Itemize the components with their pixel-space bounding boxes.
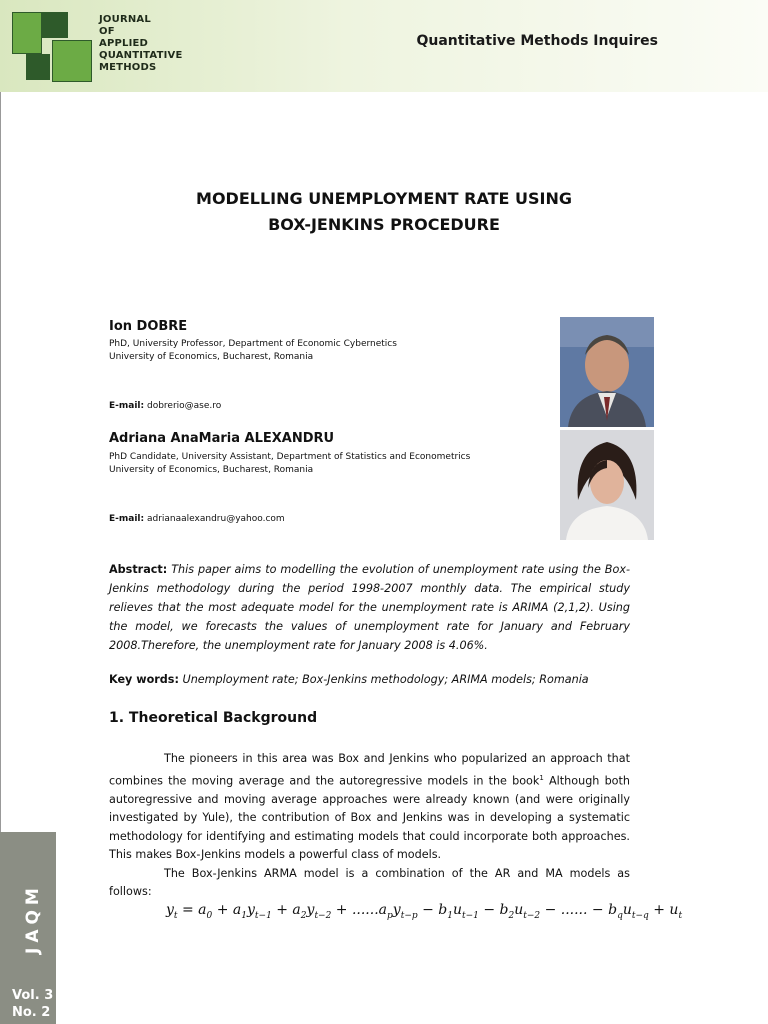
author-email-1: E-mail: dobrerio@ase.ro	[109, 401, 222, 411]
paragraph-2: The Box-Jenkins ARMA model is a combination of the AR and MA models as follows:	[109, 866, 630, 899]
svg-text:JAQM: JAQM	[23, 883, 43, 954]
paper-title: MODELLING UNEMPLOYMENT RATE USING BOX-JENKINS PROCEDURE	[196, 189, 572, 234]
author-email-2: E-mail: adrianaalexandru@yahoo.com	[109, 514, 285, 524]
author-photo-1	[560, 317, 654, 427]
journal-name: JOURNAL OF APPLIED QUANTITATIVE METHODS	[99, 14, 183, 73]
abstract-text: This paper aims to modelling the evolution of unemployment rate using the Box-Jenkins methodology during the period 1998-2007 monthly data. The empirical study relieves that the most adequate model for the unemployment rate is ARIMA (2,1,2). Using the model, we forecasts the values of unemployment rate for January and February 2008.Therefore, the unemployment rate for January 2008 is 4.06%.	[109, 563, 630, 652]
jaqm-vertical-label	[8, 868, 52, 958]
author-name-1: Ion DOBRE	[109, 319, 188, 334]
keywords-text: Unemployment rate; Box-Jenkins methodology; ARIMA models; Romania	[182, 673, 589, 686]
keywords-label: Key words:	[109, 673, 179, 686]
author-photo-2	[560, 430, 654, 540]
body-text	[109, 750, 630, 902]
email-link-2[interactable]: adrianaalexandru@yahoo.com	[146, 514, 285, 524]
volume-number: Vol. 3 No. 2	[12, 988, 54, 1020]
author-name-2: Adriana AnaMaria ALEXANDRU	[109, 431, 335, 446]
author-affiliation-1: PhD, University Professor, Department of Economic Cybernetics University of Economics, Bucharest, Romania	[109, 339, 397, 362]
journal-header	[0, 0, 768, 92]
journal-logo	[12, 12, 92, 80]
footnote-marker[interactable]: 1	[539, 773, 544, 782]
abstract	[109, 560, 630, 655]
author-affiliation-2: PhD Candidate, University Assistant, Department of Statistics and Econometrics University of Economics, Bucharest, Romania	[109, 452, 471, 475]
paragraph-1: The pioneers in this area was Box and Jenkins who popularized an approach that combines the moving average and the autoregressive models in the book$^1$ Although both autoregressive and moving average approaches were already known (and were originally investigated by Yule), the contribution of Box and Jenkins was in developing a systematic methodology for identifying and estimating models that could incorporate both approaches. This makes Box-Jenkins models a powerful class of models.	[109, 752, 630, 862]
arma-equation: $y_t = a_0 + a_1y_{t-1} + a_2y_{t-2} + ......a_py_{t-p} - b_1u_{t-1} - b_2u_{t-2}$ − ...... − $b_qu_{t-q} + u_t$	[166, 902, 683, 921]
keywords	[109, 673, 649, 686]
section-heading: 1. Theoretical Background	[109, 710, 318, 726]
abstract-label: Abstract:	[109, 563, 168, 576]
section-title: Quantitative Methods Inquires	[416, 33, 658, 49]
email-link-1[interactable]: dobrerio@ase.ro	[146, 401, 222, 411]
